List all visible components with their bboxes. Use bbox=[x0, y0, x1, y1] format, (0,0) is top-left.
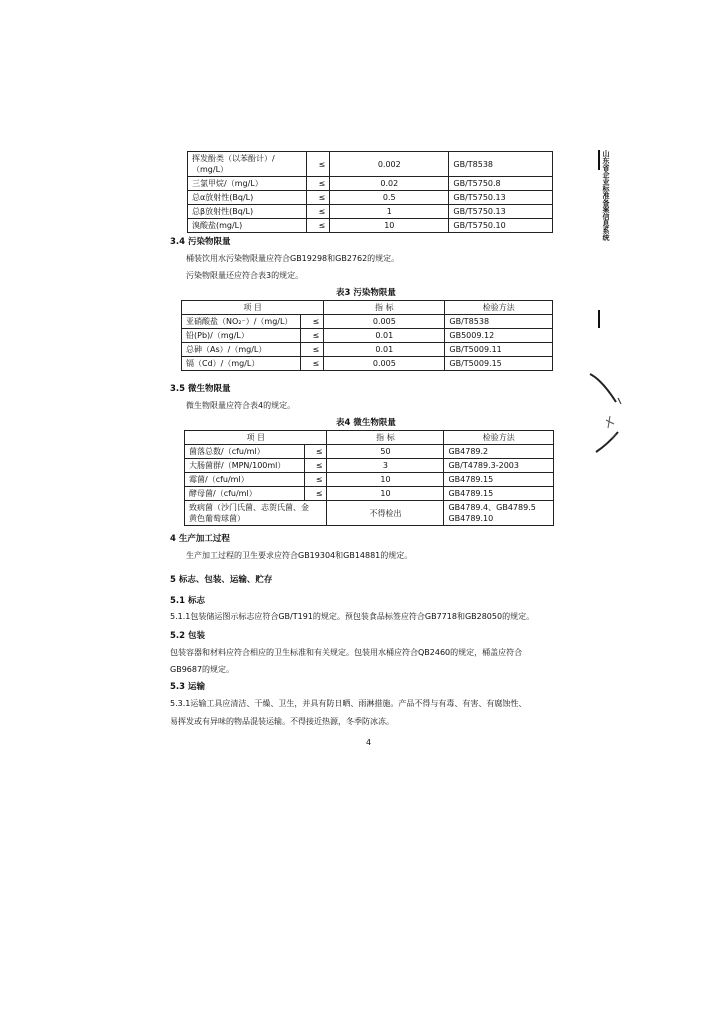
table-3-cell-operator: ≤ bbox=[301, 357, 324, 371]
table-4-pathogen-value: 不得检出 bbox=[327, 501, 444, 526]
table-top-cell-item: 三氯甲烷/（mg/L） bbox=[188, 177, 307, 191]
table-4-header-row bbox=[185, 431, 554, 445]
table-3-header-method: 检验方法 bbox=[445, 301, 553, 315]
table-top-cell-item: 总α放射性(Bq/L) bbox=[188, 191, 307, 205]
table-3-cell-value: 0.01 bbox=[324, 329, 445, 343]
section-3-5-heading: 3.5 微生物限量 bbox=[170, 384, 231, 394]
table-3-cell-value: 0.01 bbox=[324, 343, 445, 357]
section-3-4-paragraph-1: 桶装饮用水污染物限量应符合GB19298和GB2762的规定。 bbox=[186, 254, 400, 263]
table-top-cell-method: GB/T5750.13 bbox=[449, 191, 553, 205]
table-top-cell-operator: ≤ bbox=[307, 205, 330, 219]
table-4-cell-value: 10 bbox=[327, 487, 444, 501]
section-4-paragraph-1: 生产加工过程的卫生要求应符合GB19304和GB14881的规定。 bbox=[186, 551, 413, 560]
table-4-cell-method: GB4789.15 bbox=[444, 487, 554, 501]
table-3-cell-method: GB5009.12 bbox=[445, 329, 553, 343]
table-3-header-value: 指 标 bbox=[324, 301, 445, 315]
table-4-row bbox=[185, 473, 554, 487]
table-top-continuation bbox=[187, 151, 553, 233]
table-4-caption: 表4 微生物限量 bbox=[336, 418, 396, 428]
table-4-pathogen-item-line1: 致病菌（沙门氏菌、志贺氏菌、金 bbox=[189, 503, 309, 512]
table-4-cell-operator: ≤ bbox=[304, 445, 327, 459]
table-3-cell-method: GB/T8538 bbox=[445, 315, 553, 329]
table-top-cell-method: GB/T5750.10 bbox=[449, 219, 553, 233]
table-3-cell-item: 铅(Pb)/（mg/L） bbox=[182, 329, 301, 343]
table-top-cell-value: 0.02 bbox=[330, 177, 449, 191]
table-3-cell-operator: ≤ bbox=[301, 315, 324, 329]
table-3-cell-operator: ≤ bbox=[301, 329, 324, 343]
table-4-pathogen-item-line2: 黄色葡萄球菌） bbox=[189, 514, 245, 523]
table-4-header-method: 检验方法 bbox=[444, 431, 554, 445]
table-top-row bbox=[188, 177, 553, 191]
table-top-cell-item: 溴酸盐(mg/L) bbox=[188, 219, 307, 233]
table-top-cell-item: 总β放射性(Bq/L) bbox=[188, 205, 307, 219]
table-4-pathogen-item bbox=[185, 501, 327, 526]
table-4-cell-item: 霉菌/（cfu/ml） bbox=[185, 473, 305, 487]
section-5-1-heading: 5.1 标志 bbox=[170, 596, 206, 606]
table-4-cell-method: GB/T4789.3-2003 bbox=[444, 459, 554, 473]
table-top-cell-item: 挥发酚类（以苯酚计）/（mg/L） bbox=[188, 152, 307, 177]
table-top-row bbox=[188, 219, 553, 233]
table-3-row bbox=[182, 343, 553, 357]
section-5-3-heading: 5.3 运输 bbox=[170, 682, 206, 692]
table-top-cell-method: GB/T5750.8 bbox=[449, 177, 553, 191]
table-3-row bbox=[182, 357, 553, 371]
table-4-pathogen-method bbox=[444, 501, 554, 526]
edge-stamp-text: 山东省企业标准备案信息系统 bbox=[602, 150, 610, 241]
table-3-row bbox=[182, 329, 553, 343]
edge-stamp-bar-top bbox=[598, 150, 600, 170]
table-4-cell-operator: ≤ bbox=[304, 487, 327, 501]
table-3-cell-value: 0.005 bbox=[324, 357, 445, 371]
section-5-2-paragraph-line2: GB9687的规定。 bbox=[170, 665, 235, 674]
table-3-caption: 表3 污染物限量 bbox=[336, 288, 396, 298]
edge-stamp-bar-bottom bbox=[598, 310, 600, 328]
table-4-cell-operator: ≤ bbox=[304, 473, 327, 487]
table-4-cell-method: GB4789.15 bbox=[444, 473, 554, 487]
table-top-cell-value: 10 bbox=[330, 219, 449, 233]
table-3-cell-item: 总砷（As）/（mg/L） bbox=[182, 343, 301, 357]
table-4-row-pathogens bbox=[185, 501, 554, 526]
table-4-cell-operator: ≤ bbox=[304, 459, 327, 473]
table-top-row bbox=[188, 205, 553, 219]
table-3-cell-operator: ≤ bbox=[301, 343, 324, 357]
section-5-heading: 5 标志、包装、运输、贮存 bbox=[170, 575, 273, 585]
table-3-row bbox=[182, 315, 553, 329]
section-3-4-heading: 3.4 污染物限量 bbox=[170, 237, 231, 247]
section-5-2-heading: 5.2 包装 bbox=[170, 631, 206, 641]
table-3-cell-method: GB/T5009.11 bbox=[445, 343, 553, 357]
table-top-cell-value: 0.002 bbox=[330, 152, 449, 177]
section-5-3-1-paragraph-line1: 5.3.1运输工具应清洁、干燥、卫生，并具有防日晒、雨淋措施。产品不得与有毒、有害、有腐蚀性、 bbox=[170, 699, 527, 708]
table-3-cell-item: 镉（Cd）/（mg/L） bbox=[182, 357, 301, 371]
table-4-row bbox=[185, 459, 554, 473]
section-3-4-paragraph-2: 污染物限量还应符合表3的规定。 bbox=[186, 271, 304, 280]
section-5-1-1-paragraph: 5.1.1包装储运图示标志应符合GB/T191的规定。预包装食品标签应符合GB7718和GB28050的规定。 bbox=[170, 612, 535, 621]
table-4 bbox=[184, 430, 554, 526]
table-top-cell-value: 0.5 bbox=[330, 191, 449, 205]
table-4-cell-item: 酵母菌/（cfu/ml） bbox=[185, 487, 305, 501]
table-4-pathogen-method-line1: GB4789.4、GB4789.5 bbox=[448, 503, 536, 512]
table-3-cell-value: 0.005 bbox=[324, 315, 445, 329]
section-5-2-paragraph-line1: 包装容器和材料应符合相应的卫生标准和有关规定。包装用水桶应符合QB2460的规定，桶盖应符合 bbox=[170, 648, 523, 657]
table-top-cell-operator: ≤ bbox=[307, 219, 330, 233]
table-4-cell-item: 大肠菌群/（MPN/100ml） bbox=[185, 459, 305, 473]
table-top-cell-operator: ≤ bbox=[307, 177, 330, 191]
table-top-cell-value: 1 bbox=[330, 205, 449, 219]
table-top-row bbox=[188, 152, 553, 177]
table-4-pathogen-method-line2: GB4789.10 bbox=[448, 514, 494, 523]
table-top-cell-method: GB/T5750.13 bbox=[449, 205, 553, 219]
table-3-cell-method: GB/T5009.15 bbox=[445, 357, 553, 371]
table-4-cell-method: GB4789.2 bbox=[444, 445, 554, 459]
table-top-cell-operator: ≤ bbox=[307, 152, 330, 177]
section-5-3-1-paragraph-line2: 易挥发或有异味的物品混装运输。不得接近热源，冬季防冰冻。 bbox=[170, 717, 394, 726]
page-number: 4 bbox=[366, 738, 372, 747]
binding-marks-icon bbox=[588, 372, 628, 462]
table-4-row bbox=[185, 445, 554, 459]
table-4-cell-value: 50 bbox=[327, 445, 444, 459]
table-3-cell-item: 亚硝酸盐（NO₂⁻）/（mg/L） bbox=[182, 315, 301, 329]
table-top-cell-operator: ≤ bbox=[307, 191, 330, 205]
table-4-cell-value: 3 bbox=[327, 459, 444, 473]
table-top-row bbox=[188, 191, 553, 205]
table-4-cell-value: 10 bbox=[327, 473, 444, 487]
section-3-5-paragraph-1: 微生物限量应符合表4的规定。 bbox=[186, 401, 296, 410]
table-4-header-item: 项 目 bbox=[185, 431, 327, 445]
table-4-header-value: 指 标 bbox=[327, 431, 444, 445]
table-3 bbox=[181, 300, 553, 371]
table-4-cell-item: 菌落总数/（cfu/ml） bbox=[185, 445, 305, 459]
section-4-heading: 4 生产加工过程 bbox=[170, 534, 230, 544]
table-3-header-row bbox=[182, 301, 553, 315]
table-3-header-item: 项 目 bbox=[182, 301, 324, 315]
table-top-cell-method: GB/T8538 bbox=[449, 152, 553, 177]
table-4-row bbox=[185, 487, 554, 501]
